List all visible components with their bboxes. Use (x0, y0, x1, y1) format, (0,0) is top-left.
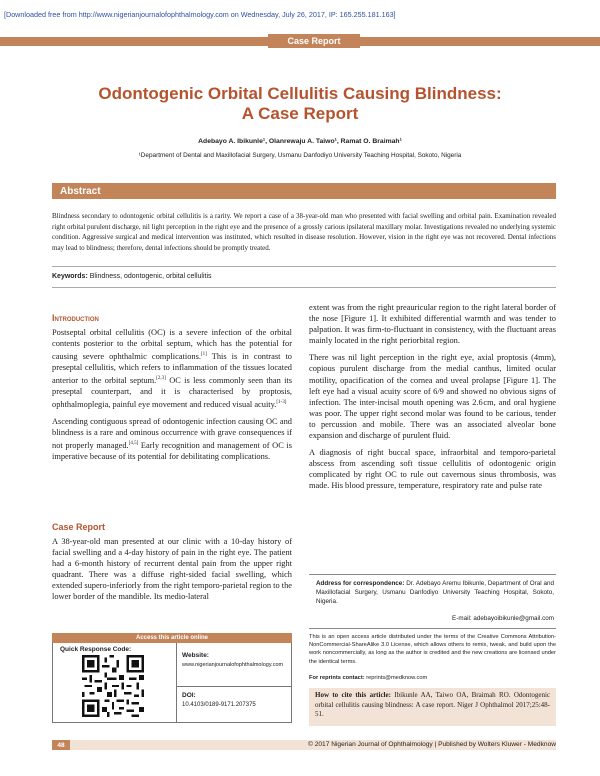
affiliation: ¹Department of Dental and Maxillofacial Surgery, Usmanu Danfodiyo University Teaching Hospital, Sokoto, Nigeria (138, 152, 462, 159)
license-text: This is an open access article distributed under the terms of the Creative Commons Attribution-NonCommercial-ShareAlike 3.0 License, which allows others to remix, tweak, and build upon the work noncommercially, as long as the author is credited and the new creations are licensed under the identical terms. (309, 634, 556, 665)
paragraph: extent was from the right preauricular region to the right lateral border of the nose [Figure 1]. It exhibited differential warmth and was tender to palpation. It was firm-to-fluctuant in consistency, with the fluctuant areas mainly located in the right periorbital region. (309, 303, 556, 346)
website-link[interactable]: www.nigerianjournalofophthalmology.com (182, 662, 284, 668)
authors: Adebayo A. Ibikunle¹, Olanrewaju A. Taiwo¹, Ramat O. Braimah¹ (198, 138, 402, 145)
keywords (52, 273, 556, 280)
article-title (40, 84, 560, 124)
citation-text: Ibikunle AA, Taiwo OA, Braimah RO. Odontogenic orbital cellulitis causing blindness: A case report. Niger J Ophthalmol 2017;25:48-51. (315, 691, 550, 719)
citation-label: How to cite this article: (315, 691, 391, 699)
divider (309, 574, 556, 575)
reprints (309, 675, 427, 681)
introduction-heading: Introduction (52, 313, 99, 323)
introduction-body (52, 327, 292, 468)
page-number: 48 (52, 740, 70, 750)
paragraph: Ascending contiguous spread of odontogenic infection causing OC and blindness is a rare and ominous occurrence with grave consequences if not properly managed.[4,5] Early recognition and management of OC is imperative because of its potential for debilitating complications. (52, 417, 292, 462)
download-banner: [Downloaded free from http://www.nigerianjournalofophthalmology.com on Wednesday, July 26, 2017, IP: 165.255.181.163] (4, 10, 396, 19)
correspondence-label: Address for correspondence: (316, 580, 405, 587)
reprints-email[interactable]: reprints@medknow.com (364, 675, 428, 681)
title-line-2: A Case Report (241, 104, 359, 123)
abstract-heading: Abstract (52, 183, 556, 199)
footer-text: © 2017 Nigerian Journal of Ophthalmology | Published by Wolters Kluwer - Medknow (308, 741, 556, 748)
abstract-text: Blindness secondary to odontogenic orbital cellulitis is a rarity. We report a case of a 38-year-old man who presented with facial swelling and orbital pain. Examination revealed right orbital purulent discharge, nil light perception in the right eye and the presence of a grossly carious ipsilateral maxillary molar. Investigations revealed no underlying systemic condition. Aggressive surgical and medical intervention was instituted, which resulted in disease resolution. However, vision in the right eye was not recovered. Dental infections may lead to blindness; therefore, dental infections should be promptly treated. (52, 212, 556, 252)
article-type-tab: Case Report (268, 34, 360, 48)
keywords-label: Keywords: (52, 273, 88, 280)
citation-box (309, 688, 556, 726)
qr-label: Quick Response Code: (60, 646, 132, 653)
divider (176, 686, 292, 687)
paragraph: A 38-year-old man presented at our clinic with a 10-day history of facial swelling and a 4-day history of pain in the right eye. The patient had a 6-month history of recurrent dental pain from the upper right quadrant. There was a diffuse right-sided facial swelling, which extended supero-inferiorly from the right temporo-parietal region to the lower border of the mandible. Its medio-lateral (52, 537, 293, 602)
doi-label: DOI: (182, 692, 196, 699)
paragraph: There was nil light perception in the right eye, axial proptosis (4mm), copious purulent discharge from the medial canthus, limited ocular motility, opacification of the cornea and uveal prolapse [Figure 1]. The left eye had a visual acuity score of 6/9 and showed no obvious signs of infection. The inter-incisal mouth opening was 2.6 cm, and oral hygiene was poor. The upper right second molar was found to be carious, tender to percussion and mobile. There was an associated alveolar bone expansion and discharge of purulent fluid. (309, 353, 556, 441)
paragraph: Postseptal orbital cellulitis (OC) is a severe infection of the orbital contents posterior to the orbital septum, which has the potential for causing severe ophthalmic complications.[1] This is in contrast to preseptal cellulitis, which refers to inflammation of the tissues located anterior to the orbital septum.[2,3] OC is less commonly seen than its preseptal counterpart, and it is characterised by proptosis, ophthalmoplegia, painful eye movement and reduced visual acuity.[1-3] (52, 328, 292, 409)
divider (176, 643, 177, 723)
divider (52, 266, 556, 267)
divider (52, 287, 556, 288)
correspondence (316, 579, 554, 606)
paragraph: A diagnosis of right buccal space, infraorbital and temporo-parietal abscess from ascending soft tissue cellulitis of odontogenic origin complicated by right OC to rule out cavernous sinus thrombosis, was made. His blood pressure, temperature, respiratory rate and pulse rate (309, 448, 556, 491)
title-line-1: Odontogenic Orbital Cellulitis Causing Blindness: (98, 84, 502, 103)
right-column-body (309, 302, 556, 498)
access-box-title: Access this article online (52, 633, 292, 643)
qr-code-icon[interactable] (82, 655, 144, 717)
correspondence-email[interactable]: E-mail: adebayoibikunle@gmail.com (452, 615, 554, 622)
case-report-body (52, 536, 292, 609)
website-label: Website: (182, 652, 209, 659)
correspondence-text: Dr. Adebayo Aremu Ibikunle, Department of Oral and Maxillofacial Surgery, Usmanu Danfodiyo University Teaching Hospital, Sokoto, Nigeria. (316, 580, 554, 605)
reprints-label: For reprints contact: (309, 675, 365, 681)
divider (309, 628, 556, 629)
keywords-value: Blindness, odontogenic, orbital cellulitis (89, 273, 212, 280)
doi-link[interactable]: 10.4103/0189-9171.207375 (182, 702, 256, 708)
case-report-heading: Case Report (52, 522, 106, 532)
